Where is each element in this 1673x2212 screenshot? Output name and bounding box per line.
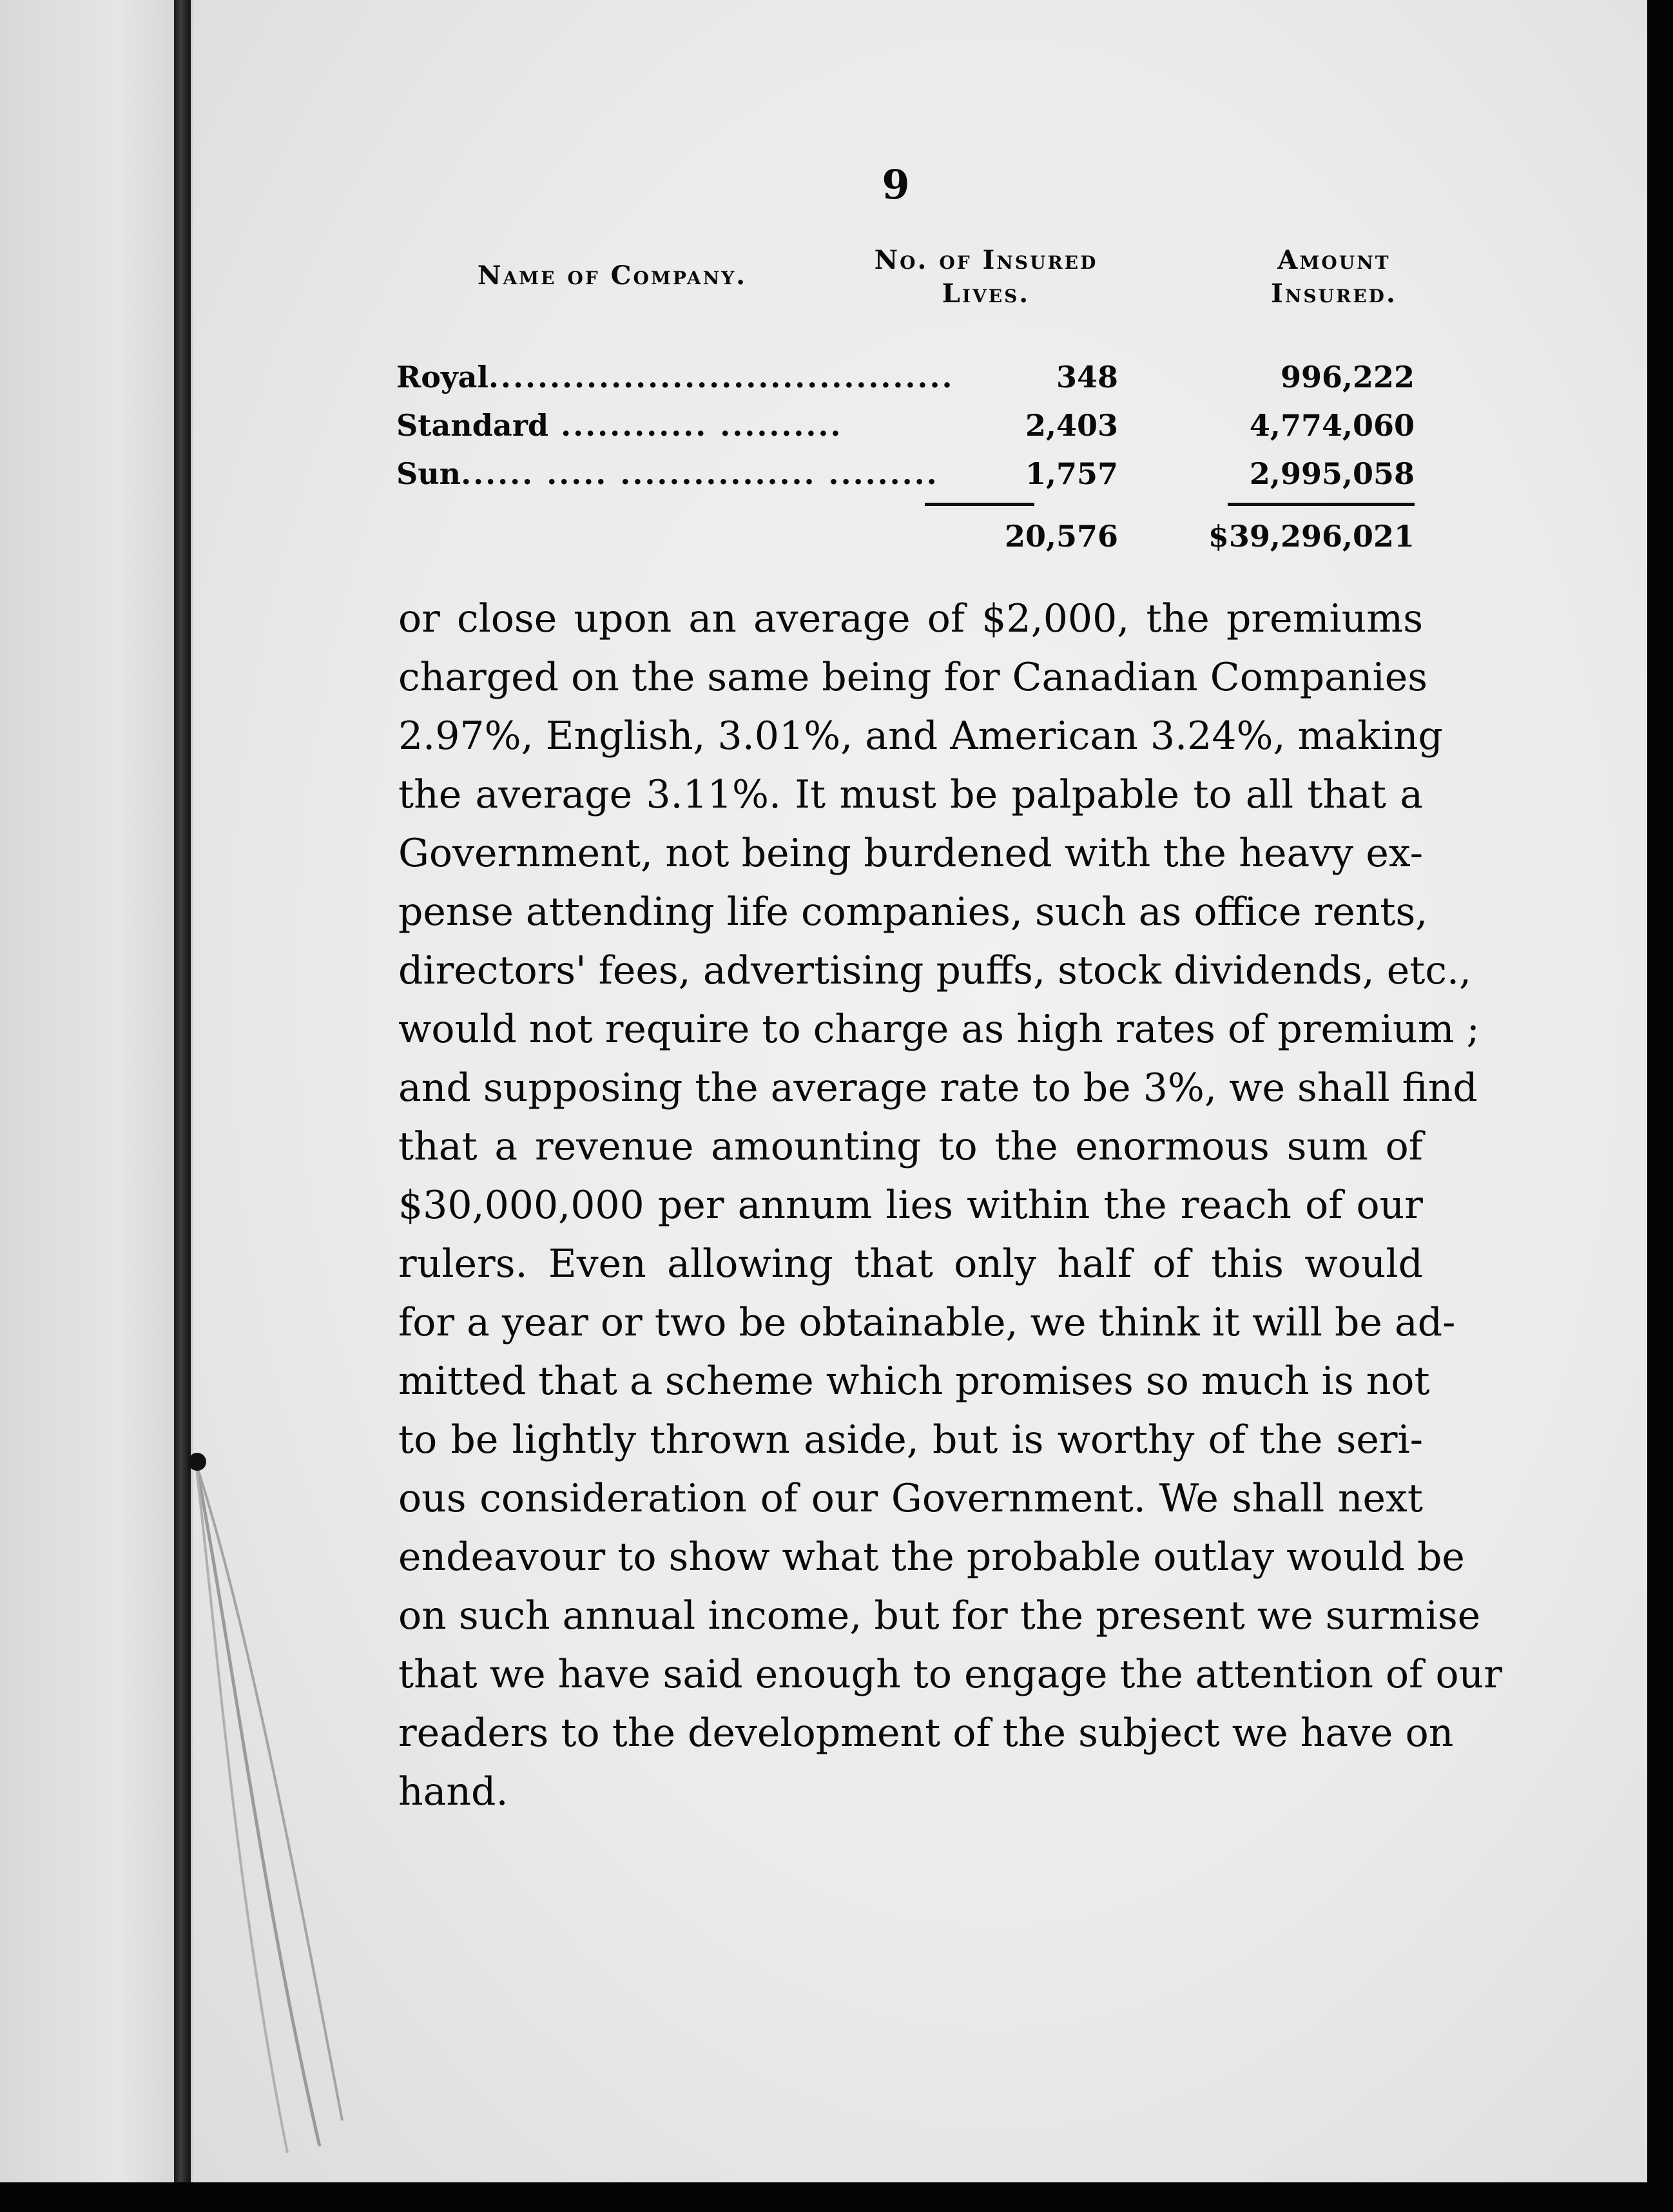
text-line: that a revenue amounting to the enormous sum of (398, 1124, 1423, 1169)
text-line: directors' fees, advertising puffs, stock dividends, etc., (398, 948, 1472, 993)
text-line: the average 3.11%. It must be palpable to all that a (398, 772, 1423, 817)
total-rule-lives (925, 503, 1034, 506)
company-name: Standard (396, 408, 549, 443)
column-header-company: Name of Company. (477, 260, 748, 291)
right-scan-border (1647, 0, 1673, 2212)
column-header-insured-lives-line-2: Lives. (942, 278, 1030, 309)
text-line: hand. (398, 1769, 508, 1814)
table-row (396, 448, 1415, 500)
totals-row (396, 510, 1415, 562)
column-header-insured-lives-line-1: No. of Insured (874, 245, 1098, 275)
amount-insured-cell: 2,995,058 (1249, 456, 1415, 491)
text-line: $30,000,000 per annum lies within the reach of our (398, 1183, 1423, 1228)
body-paragraph (398, 590, 1502, 1821)
leader-dots: ............ .......... (548, 408, 843, 443)
column-header-insured-lives (838, 244, 1134, 311)
table-row (396, 400, 1415, 451)
text-line: Government, not being burdened with the heavy ex- (398, 831, 1423, 876)
company-name-cell (396, 351, 954, 403)
text-line: and supposing the average rate to be 3%, we shall find (398, 1065, 1478, 1111)
insured-lives-cell: 348 (1056, 360, 1118, 394)
text-line: or close upon an average of $2,000, the premiums (398, 596, 1423, 641)
table-row (396, 351, 1415, 403)
total-amount-insured: $39,296,021 (1208, 519, 1415, 554)
text-line: charged on the same being for Canadian Companies (398, 655, 1428, 700)
company-name: Sun (396, 456, 461, 491)
column-header-amount-line-2: Insured. (1271, 278, 1397, 309)
total-rule-amount (1228, 503, 1415, 506)
insured-lives-cell: 2,403 (1025, 408, 1118, 443)
amount-insured-cell: 4,774,060 (1249, 408, 1415, 443)
text-line: on such annual income, but for the present we surmise (398, 1593, 1481, 1638)
page-number: 9 (882, 161, 910, 208)
bottom-scan-border (0, 2182, 1673, 2212)
text-line: endeavour to show what the probable outlay would be (398, 1535, 1465, 1580)
book-spine (174, 0, 191, 2191)
text-line: that we have said enough to engage the attention of our (398, 1652, 1502, 1697)
text-line: ous consideration of our Government. We shall next (398, 1476, 1423, 1521)
column-header-amount-line-1: Amount (1277, 245, 1391, 275)
company-name: Royal (396, 360, 488, 394)
text-line: to be lightly thrown aside, but is worthy of the seri- (398, 1417, 1423, 1462)
text-line: pense attending life companies, such as office rents, (398, 889, 1428, 935)
text-line: for a year or two be obtainable, we think it will be ad- (398, 1300, 1456, 1345)
amount-insured-cell: 996,222 (1280, 360, 1415, 394)
insured-lives-cell: 1,757 (1025, 456, 1118, 491)
column-header-amount-insured (1212, 244, 1456, 311)
text-line: mitted that a scheme which promises so much is not (398, 1359, 1430, 1404)
company-name-cell (396, 448, 939, 500)
total-insured-lives: 20,576 (1004, 519, 1118, 554)
left-page-margin (0, 0, 200, 2191)
text-line: readers to the development of the subject we have on (398, 1711, 1454, 1756)
text-line: would not require to charge as high rates of premium ; (398, 1007, 1480, 1052)
leader-dots: ...................................... (488, 360, 954, 394)
company-name-cell (396, 400, 873, 451)
text-line: rulers. Even allowing that only half of this would (398, 1241, 1423, 1286)
binding-thread-graphic (191, 1444, 345, 2159)
leader-dots: ...... ..... ................ ......... (461, 456, 939, 491)
text-line: 2.97%, English, 3.01%, and American 3.24%, making (398, 713, 1443, 759)
